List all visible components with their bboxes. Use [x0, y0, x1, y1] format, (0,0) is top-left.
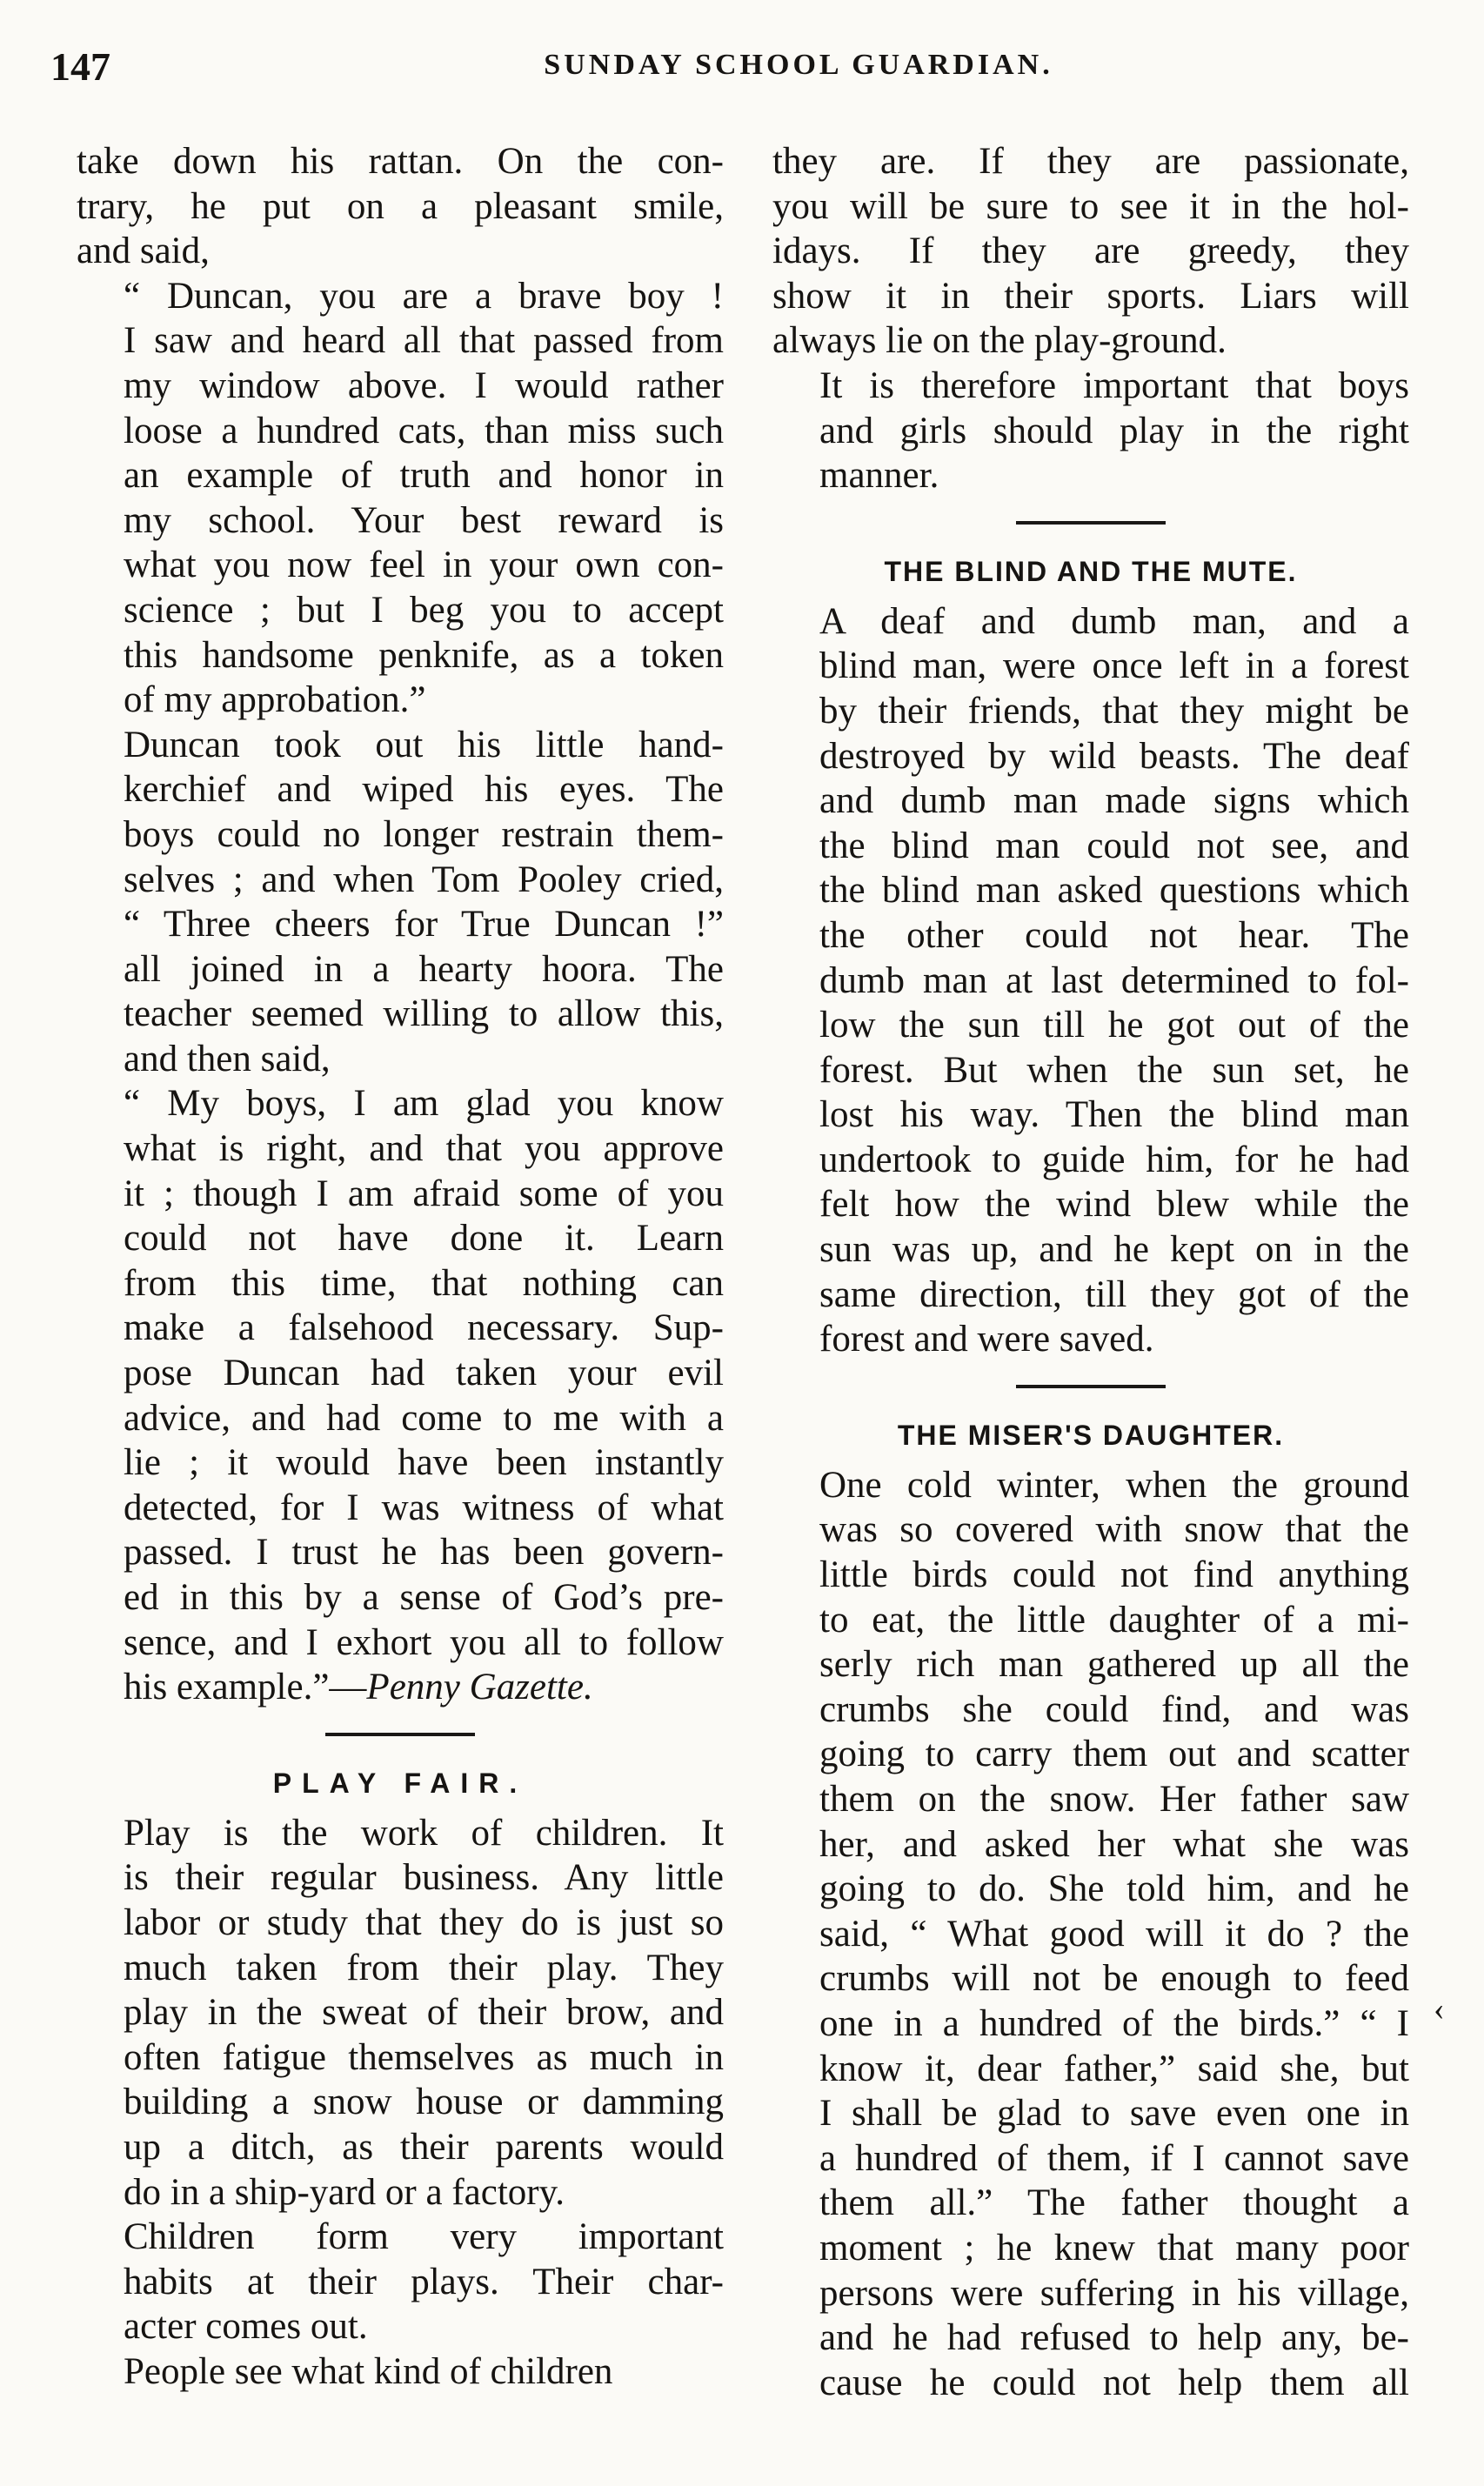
text-line: the blind man asked questions which	[819, 870, 1409, 912]
text-line: Children form very important	[124, 2216, 724, 2258]
text-line: and dumb man made signs which	[819, 780, 1409, 822]
text-line: felt how the wind blew while the	[819, 1184, 1409, 1226]
text-line: and he had refused to help any, be-	[819, 2317, 1409, 2359]
text-line: know it, dear father,” said she, but	[819, 2048, 1409, 2089]
text-line: show it in their sports. Liars will	[772, 275, 1409, 317]
text-line	[77, 1665, 724, 1710]
paragraph	[772, 139, 1409, 364]
section-heading: THE MISER'S DAUGHTER.	[897, 1419, 1285, 1451]
left-column	[77, 139, 724, 2395]
text-line: passed. I trust he has been govern-	[124, 1532, 724, 1574]
text-line: going to carry them out and scatter	[819, 1734, 1409, 1775]
text-line: labor or study that they do is just so	[124, 1901, 724, 1943]
text-line: low the sun till he got out of the	[819, 1005, 1409, 1046]
text-line: lost his way. Then the blind man	[819, 1094, 1409, 1136]
text-line: sence, and I exhort you all to follow	[124, 1621, 724, 1663]
text-line: science ; but I beg you to accept	[124, 589, 724, 631]
text-line: much taken from their play. They	[124, 1947, 724, 1988]
text-line: same direction, till they got of the	[819, 1273, 1409, 1315]
page-header	[50, 43, 1407, 104]
paragraph	[772, 599, 1409, 1362]
paragraph	[77, 1081, 724, 1709]
text-line: manner.	[819, 455, 939, 497]
text-line: them all.” The father thought a	[819, 2182, 1409, 2224]
text-line: moment ; he knew that many poor	[819, 2227, 1409, 2269]
text-line: little birds could not find anything	[819, 1554, 1409, 1596]
text-line: said, “ What good will it do ? the	[819, 1913, 1409, 1955]
text-line: her, and asked her what she was	[819, 1823, 1409, 1865]
text-line: “ Duncan, you are a brave boy !	[124, 275, 724, 317]
text-line: acter comes out.	[124, 2306, 368, 2348]
text-line: A deaf and dumb man, and a	[819, 600, 1409, 642]
text-line: them on the snow. Her father saw	[819, 1779, 1409, 1820]
text-line: play in the sweat of their brow, and	[124, 1992, 724, 2034]
text-line: kerchief and wiped his eyes. The	[124, 769, 724, 811]
text-line: loose a hundred cats, than miss such	[124, 410, 724, 451]
text-line: Play is the work of children. It	[124, 1812, 724, 1854]
text-line: and said,	[77, 231, 210, 272]
text-line: pose Duncan had taken your evil	[124, 1353, 724, 1394]
paragraph	[77, 2349, 724, 2395]
running-title: SUNDAY SCHOOL GUARDIAN.	[544, 49, 1053, 81]
text-line: sun was up, and he kept on in the	[819, 1229, 1409, 1271]
margin-mark: ‹	[1434, 1991, 1445, 2028]
text-line: always lie on the play-ground.	[772, 320, 1227, 362]
text-line: do in a ship-yard or a factory.	[124, 2171, 565, 2213]
text-line: habits at their plays. Their char-	[124, 2261, 724, 2302]
text-line: destroyed by wild beasts. The deaf	[819, 735, 1409, 777]
text-line: up a ditch, as their parents would	[124, 2126, 724, 2168]
section-divider	[325, 1733, 475, 1736]
section-heading: THE BLIND AND THE MUTE.	[884, 555, 1298, 587]
text-line: ed in this by a sense of God’s pre-	[124, 1577, 724, 1618]
text-line: this handsome penknife, as a token	[124, 634, 724, 676]
text-line: I shall be glad to save even one in	[819, 2093, 1409, 2135]
text-line: a hundred of them, if I cannot save	[819, 2137, 1409, 2179]
text-line: is their regular business. Any little	[124, 1857, 724, 1899]
text-line: the other could not hear. The	[819, 914, 1409, 956]
text-line: selves ; and when Tom Pooley cried,	[124, 859, 724, 900]
text-line: crumbs will not be enough to feed	[819, 1958, 1409, 2000]
text-line: Duncan took out his little hand-	[124, 724, 724, 765]
text-line: trary, he put on a pleasant smile,	[77, 185, 724, 227]
paragraph	[77, 723, 724, 1082]
text-line: make a falsehood necessary. Sup-	[124, 1307, 724, 1349]
text-line: forest. But when the sun set, he	[819, 1049, 1409, 1091]
right-column	[772, 139, 1409, 2405]
text-line: One cold winter, when the ground	[819, 1464, 1409, 1506]
text-line: serly rich man gathered up all the	[819, 1644, 1409, 1686]
text-line: “ Three cheers for True Duncan !”	[124, 904, 724, 946]
text-line: building a snow house or damming	[124, 2082, 724, 2123]
text-line: teacher seemed willing to allow this,	[124, 993, 724, 1035]
text-line: by their friends, that they might be	[819, 690, 1409, 732]
page-number: 147	[50, 44, 110, 89]
text-line: It is therefore important that boys	[819, 364, 1409, 406]
text-line: I saw and heard all that passed from	[124, 320, 724, 362]
text-line: could not have done it. Learn	[124, 1218, 724, 1260]
text-line: they are. If they are passionate,	[772, 141, 1409, 182]
text-line: all joined in a hearty hoora. The	[124, 948, 724, 990]
text-line: crumbs she could find, and was	[819, 1688, 1409, 1730]
text-line: going to do. She told him, and he	[819, 1868, 1409, 1910]
text-fragment: his example.”—	[124, 1667, 367, 1708]
text-line: dumb man at last determined to fol-	[819, 959, 1409, 1001]
text-line: it ; though I am afraid some of you	[124, 1173, 724, 1214]
text-line: lie ; it would have been instantly	[124, 1442, 724, 1484]
text-line: was so covered with snow that the	[819, 1509, 1409, 1551]
text-line: you will be sure to see it in the hol-	[772, 185, 1409, 227]
text-line: what is right, and that you approve	[124, 1128, 724, 1170]
paragraph	[772, 1463, 1409, 2405]
text-line: take down his rattan. On the con-	[77, 141, 724, 182]
text-line: detected, for I was witness of what	[124, 1487, 724, 1528]
text-line: People see what kind of children	[124, 2350, 613, 2392]
text-line: idays. If they are greedy, they	[772, 231, 1409, 272]
text-line: one in a hundred of the birds.” “ I	[819, 2002, 1409, 2044]
text-line: the blind man could not see, and	[819, 825, 1409, 866]
paragraph	[77, 274, 724, 723]
text-line: blind man, were once left in a forest	[819, 645, 1409, 687]
paragraph	[77, 139, 724, 274]
text-line: my window above. I would rather	[124, 364, 724, 406]
text-line: and girls should play in the right	[819, 410, 1409, 451]
text-line: and then said,	[124, 1038, 331, 1079]
text-line: my school. Your best reward is	[124, 499, 724, 541]
paragraph	[77, 1811, 724, 2215]
section-heading: PLAY FAIR.	[272, 1767, 528, 1799]
text-line: “ My boys, I am glad you know	[124, 1083, 724, 1125]
text-line: an example of truth and honor in	[124, 455, 724, 497]
text-line: to eat, the little daughter of a mi-	[819, 1599, 1409, 1641]
text-line: undertook to guide him, for he had	[819, 1139, 1409, 1180]
section-divider	[1016, 521, 1166, 525]
text-line: what you now feel in your own con-	[124, 545, 724, 586]
text-line: cause he could not help them all	[819, 2362, 1409, 2403]
paragraph	[77, 2215, 724, 2349]
text-line: forest and were saved.	[819, 1319, 1154, 1360]
text-line: boys could no longer restrain them-	[124, 813, 724, 855]
text-line: of my approbation.”	[124, 679, 426, 721]
text-line: advice, and had come to me with a	[124, 1397, 724, 1439]
text-line: often fatigue themselves as much in	[124, 2036, 724, 2078]
text-line: from this time, that nothing can	[124, 1262, 724, 1304]
paragraph	[772, 364, 1409, 498]
source-credit: Penny Gazette.	[366, 1667, 593, 1708]
section-divider	[1016, 1385, 1166, 1388]
text-line: persons were suffering in his village,	[819, 2272, 1409, 2314]
